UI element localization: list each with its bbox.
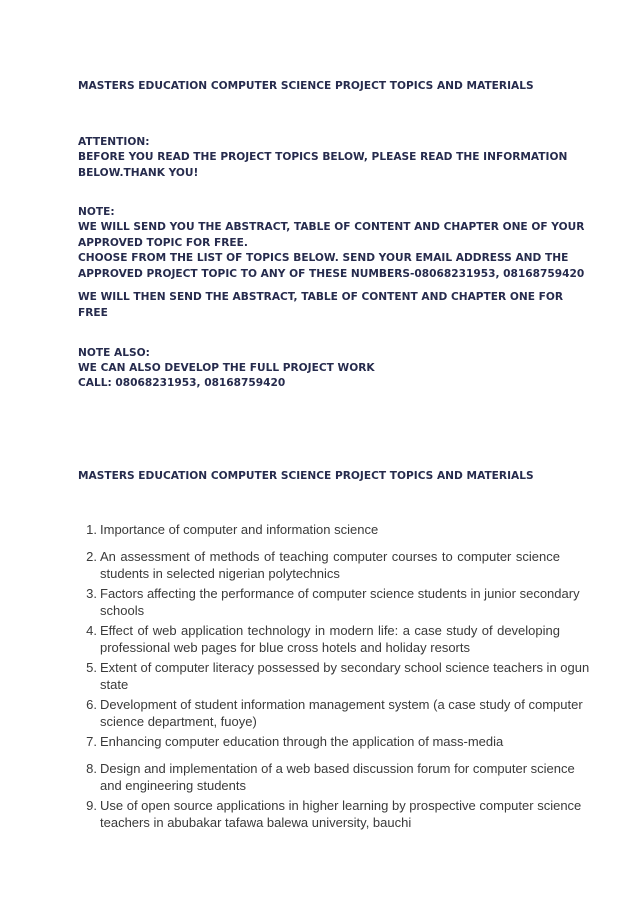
list-item-number: 3. [86,586,97,601]
list-item-line: Development of student information management system (a case study of computer [100,697,583,712]
attention-label: ATTENTION: [78,136,150,148]
list-item-text [100,798,582,831]
list-item-line: Use of open source applications in higher learning by prospective computer science [100,798,582,813]
list-item-number: 4. [86,623,97,638]
note-also-line-1: WE CAN ALSO DEVELOP THE FULL PROJECT WORK [78,362,375,374]
then-line-2: FREE [78,306,108,319]
list-item-line: Effect of web application technology in modern life: a case study of developing [100,623,560,638]
note-line-4: APPROVED PROJECT TOPIC TO ANY OF THESE NUMBERS-08068231953, 08168759420 [78,267,585,280]
list-item-number: 5. [86,660,97,675]
list-item-line: An assessment of methods of teaching computer courses to computer science [100,549,560,564]
list-item-line: and engineering students [100,777,247,793]
note-line-2: APPROVED TOPIC FOR FREE. [78,236,248,249]
attention-text [78,150,568,181]
list-item-text [100,549,560,582]
list-item-text [100,623,560,656]
note-line-3: CHOOSE FROM THE LIST OF TOPICS BELOW. SEND YOUR EMAIL ADDRESS AND THE [78,252,569,264]
list-item-text [100,660,590,693]
then-line-1: WE WILL THEN SEND THE ABSTRACT, TABLE OF CONTENT AND CHAPTER ONE FOR [78,291,564,303]
list-item-line: Importance of computer and information science [100,522,379,537]
attention-line-2: BELOW.THANK YOU! [78,166,199,179]
list-item-line: schools [100,602,145,618]
list-item-line: Enhancing computer education through the application of mass-media [100,734,504,749]
list-item-number: 7. [86,734,97,749]
list-item-number: 8. [86,761,97,776]
list-item-text [100,697,583,730]
list-item-number: 2. [86,549,97,564]
note-text [78,220,585,282]
page-heading: MASTERS EDUCATION COMPUTER SCIENCE PROJECT TOPICS AND MATERIALS [78,80,534,92]
list-item-line: science department, fuoye) [100,713,257,729]
list-item-number: 9. [86,798,97,813]
list-item-text [100,734,560,751]
list-item-line: teachers in abubakar tafawa balewa university, bauchi [100,814,412,830]
attention-line-1: BEFORE YOU READ THE PROJECT TOPICS BELOW, PLEASE READ THE INFORMATION [78,151,568,163]
list-item-number: 6. [86,697,97,712]
list-item-text [100,761,575,794]
note-line-1: WE WILL SEND YOU THE ABSTRACT, TABLE OF CONTENT AND CHAPTER ONE OF YOUR [78,221,585,233]
list-item-line: Design and implementation of a web based discussion forum for computer science [100,761,575,776]
list-item-line: professional web pages for blue cross hotels and holiday resorts [100,639,470,655]
list-item-text [100,522,560,539]
note-also-label: NOTE ALSO: [78,347,150,359]
note-label: NOTE: [78,206,115,218]
list-item-text [100,586,580,619]
note-also-line-2: CALL: 08068231953, 08168759420 [78,377,286,389]
list-item-line: students in selected nigerian polytechnics [100,565,340,581]
list-item-line: state [100,676,129,692]
list-heading: MASTERS EDUCATION COMPUTER SCIENCE PROJECT TOPICS AND MATERIALS [78,470,534,482]
then-text [78,290,562,321]
list-item-line: Factors affecting the performance of computer science students in junior secondary [100,586,580,601]
list-item-number: 1. [86,522,97,537]
list-item-line: Extent of computer literacy possessed by secondary school science teachers in ogun [100,660,590,675]
